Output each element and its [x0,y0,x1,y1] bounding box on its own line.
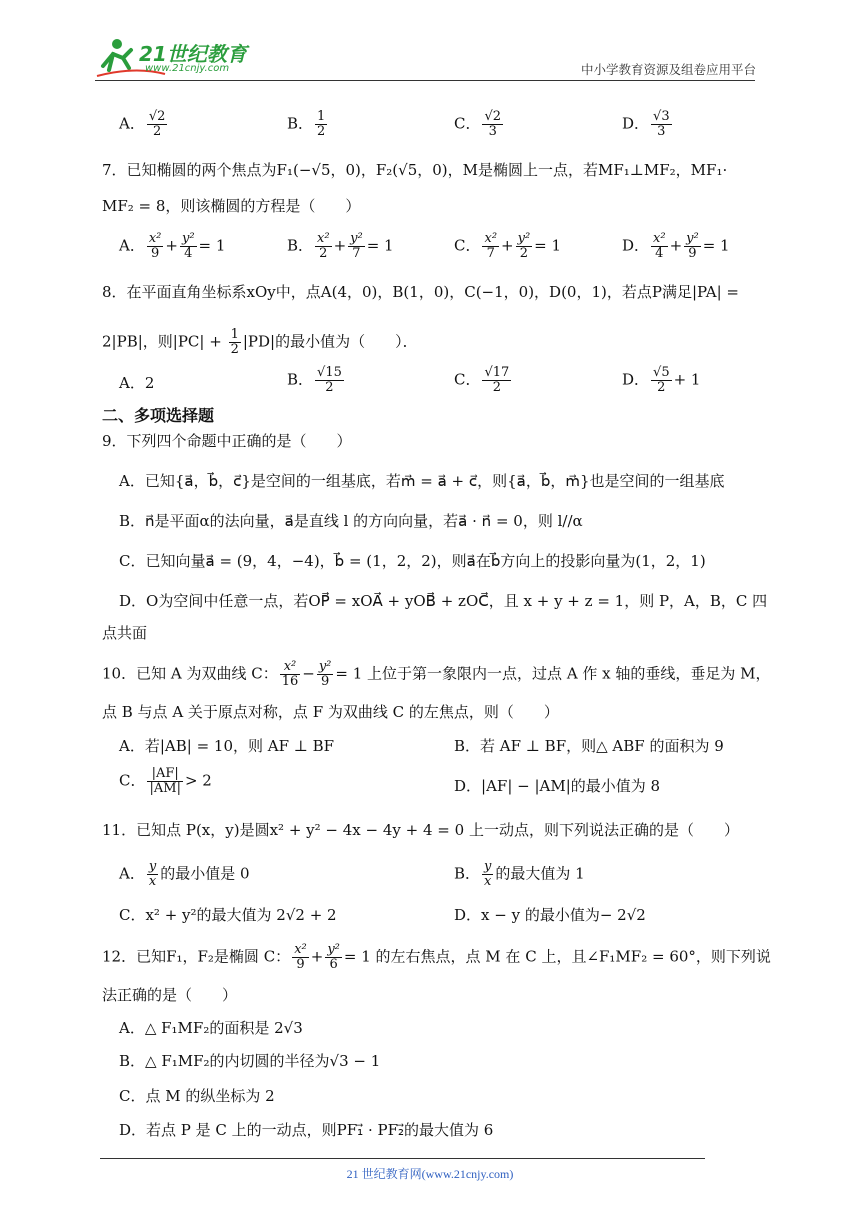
frac-den: 2 [230,342,239,357]
frac-num: √3 [653,109,670,124]
q6-option-c-label: C． [454,114,481,133]
q7-option-d-label: D． [622,236,650,255]
q7-option-a: A． $\frac{\text{x²}}{9}$ + $\frac{\text{y²}}{4}$ = 1 [119,231,226,261]
frac-num: √2 [148,109,166,124]
frac-num: x² [484,231,498,246]
q7-option-c: C． $\frac{\text{x²}}{7}$ + $\frac{\text{y²}}{2}$ = 1 [454,231,562,261]
frac-num: √17 [484,365,510,380]
q7-option-a-label: A． [119,236,145,255]
footer-divider [100,1158,705,1159]
frac-num: |AF| [147,767,182,782]
q10-option-c-text: > 2 [184,771,212,790]
frac [317,660,334,689]
q12-stem-line2: 法正确的是（ ） [102,986,238,1004]
q11-option-a-label: A． [119,864,145,883]
q11-option-b-text: 的最大值为 1 [495,864,585,883]
section-heading: 二、多项选择题 [102,406,215,425]
frac-num: x² [317,231,330,246]
q6-c-frac [482,110,503,139]
frac-den: 2 [325,380,334,395]
q10-line1-part1: 10．已知 A 为双曲线 C： [102,664,278,683]
frac-den: x [148,874,157,889]
frac-den: 9 [320,674,330,689]
frac-den: 2 [657,380,666,395]
q7-option-b-label: B． [287,236,314,255]
frac-num: 1 [230,327,239,342]
q11-stem: 11．已知点 P(x，y)是圆x² + y² − 4x − 4y + 4 = 0 上一动点，则下列说法正确的是（ ） [102,821,739,839]
frac-den: x [484,874,492,889]
frac-den: 2 [519,246,529,261]
q10-option-c [119,767,212,796]
q7-option-b: B． $\frac{\text{x²}}{2}$ + $\frac{\text{y²}}{7}$ = 1 [287,231,394,261]
frac-num: y² [517,231,531,246]
frac-num: y² [350,231,363,246]
frac-num: √5 [653,365,670,380]
q12-stem-line1: 12．已知F₁，F₂是椭圆 C： $\frac{\text{x²}}{9}$ + $\frac{\text{y²}}{6}$ = 1 的左右焦点，点 M 在 C 上，且∠F₁MF₂ = 60°，则下列说 [102,942,771,972]
frac [147,232,164,261]
q11-option-d: D．x − y 的最小值为− 2√2 [454,906,646,924]
frac [651,232,668,261]
q8-option-c-label: C． [454,370,481,389]
logo-url: www.21cnjy.com [145,63,230,74]
q11-option-b-label: B． [454,864,481,883]
logo-text: 21世纪教育 [139,42,247,66]
frac-den: 6 [329,957,338,972]
frac [315,366,344,395]
q6-b-frac [315,110,327,139]
frac [482,860,493,889]
frac-num: y² [318,659,332,674]
q6-option-c [454,110,505,139]
q12-line1-part1: 12．已知F₁，F₂是椭圆 C： [102,947,291,966]
frac-num: y² [181,231,195,246]
q8-option-b [287,366,346,395]
q8-stem-line2 [102,328,418,357]
q7-stem-line1: 7．已知椭圆的两个焦点为F₁(−√5，0)，F₂(√5，0)，M是椭圆上一点，若MF₁⊥MF₂，MF₁· [102,161,728,179]
q12-option-b: B．△ F₁MF₂的内切圆的半径为√3 − 1 [119,1052,381,1070]
frac-num: √15 [317,365,342,380]
header-divider [95,80,755,81]
q10-option-d: D．|AF| − |AM|的最小值为 8 [454,777,661,795]
frac [482,366,511,395]
q10-stem-line2: 点 B 与点 A 关于原点对称，点 F 为双曲线 C 的左焦点，则（ ） [102,703,559,721]
q10-option-b: B．若 AF ⊥ BF，则△ ABF 的面积为 9 [454,737,724,755]
frac-den: 9 [688,246,697,261]
q9-stem: 9．下列四个命题中正确的是（ ） [102,432,352,450]
q6-d-frac [651,110,672,139]
frac-den: 2 [317,124,326,139]
site-logo [95,36,265,80]
q6-option-a [119,110,169,139]
frac-num: x² [280,660,301,675]
q10-stem-line1: 10．已知 A 为双曲线 C： $\frac{\text{x²}}{16}$ − $\frac{\text{y²}}{9}$ = 1 上位于第一象限内一点，过点 A 作 x 轴的垂线，垂足为 M， [102,659,771,689]
q9-option-c: C．已知向量a⃗ = (9，4，−4)，b⃗ = (1，2，2)，则a⃗在b⃗方向上的投影向量为(1，2，1) [119,552,706,570]
frac-den: 7 [486,246,495,261]
frac [684,232,701,261]
frac-num: x² [294,942,307,957]
frac [147,860,158,889]
q8-option-d-label: D． [622,370,650,389]
frac [482,232,499,261]
frac [651,366,672,395]
footer-text: 21 世纪教育网(www.21cnjy.com) [346,1167,514,1181]
q8-option-d: D． $\frac{√5}{2}$ + 1 [622,365,701,395]
q10-line1-part2: 上位于第一象限内一点，过点 A 作 x 轴的垂线，垂足为 M， [367,664,771,683]
q9-option-d-line1: D．O为空间中任意一点，若OP⃗ = xOA⃗ + yOB⃗ + zOC⃗，且 x + y + z = 1，则 P，A，B，C 四 [119,592,768,610]
q12-option-d: D．若点 P 是 C 上的一动点，则PF₁⃗ · PF₂⃗的最大值为 6 [119,1121,494,1139]
q12-option-a: A．△ F₁MF₂的面积是 2√3 [119,1019,303,1037]
q8-option-b-label: B． [287,370,314,389]
frac [325,943,342,972]
frac-num: y² [686,231,699,246]
frac-num: y [148,859,157,874]
q8-option-c [454,366,513,395]
frac-num: 1 [317,109,326,124]
q6-option-b-label: B． [287,114,314,133]
frac [229,328,241,357]
frac-den: 7 [352,246,361,261]
q12-line1-part2: 的左右焦点，点 M 在 C 上，且∠F₁MF₂ = 60°，则下列说 [375,947,771,966]
q11-option-b [454,860,585,889]
frac-den: |AM| [149,781,181,796]
frac-num: y [484,859,492,874]
frac-den: 4 [184,246,193,261]
q6-option-d [622,110,674,139]
frac-num: x² [148,231,162,246]
q11-option-a-text: 的最小值是 0 [160,864,250,883]
frac-num: x² [653,231,666,246]
q8-stem-line1: 8．在平面直角坐标系xOy中，点A(4，0)，B(1，0)，C(−1，0)，D(0，1)，若点P满足|PA| = [102,283,739,301]
q6-option-d-label: D． [622,114,650,133]
frac [516,232,533,261]
frac-den: 2 [319,246,328,261]
frac-num: y² [327,942,340,957]
frac [180,232,197,261]
frac-den: 3 [488,124,497,139]
q7-stem-line2: MF₂ = 8，则该椭圆的方程是（ ） [102,197,361,215]
frac-den: 9 [150,246,160,261]
frac-den: 2 [492,380,502,395]
frac-den: 2 [152,124,162,139]
q9-option-b: B．n⃗是平面α的法向量，a⃗是直线 l 的方向向量，若a⃗ · n⃗ = 0，则 l//α [119,512,583,530]
frac [147,767,182,796]
frac-den: 16 [281,674,299,689]
frac [280,660,301,689]
q7-option-c-label: C． [454,236,481,255]
frac [292,943,309,972]
q8-option-a: A．2 [119,374,155,392]
q10-option-a: A．若|AB| = 10，则 AF ⊥ BF [119,737,335,755]
q11-option-a [119,860,250,889]
q8-line2-part2: |PD|的最小值为（ ）． [242,332,418,351]
frac-den: 9 [296,957,305,972]
q9-option-a: A．已知{a⃗，b⃗，c⃗}是空间的一组基底，若m⃗ = a⃗ + c⃗，则{a⃗，b⃗，m⃗}也是空间的一组基底 [119,472,725,490]
frac-num: √2 [484,109,502,124]
q9-option-d-line2: 点共面 [102,624,148,642]
q10-option-c-label: C． [119,771,146,790]
q6-option-a-label: A． [119,114,145,133]
frac-den: 3 [657,124,666,139]
frac [348,232,365,261]
q7-option-d: D． $\frac{\text{x²}}{4}$ + $\frac{\text{y²}}{9}$ = 1 [622,231,730,261]
q6-a-frac [147,110,168,139]
q12-option-c: C．点 M 的纵坐标为 2 [119,1087,275,1105]
q11-option-c: C．x² + y²的最大值为 2√2 + 2 [119,906,337,924]
q6-option-b [287,110,329,139]
header-platform-text: 中小学教育资源及组卷应用平台 [580,62,756,77]
frac [315,232,332,261]
q8-line2-part1: 2|PB|，则|PC| + [102,332,227,351]
frac-den: 4 [655,246,664,261]
